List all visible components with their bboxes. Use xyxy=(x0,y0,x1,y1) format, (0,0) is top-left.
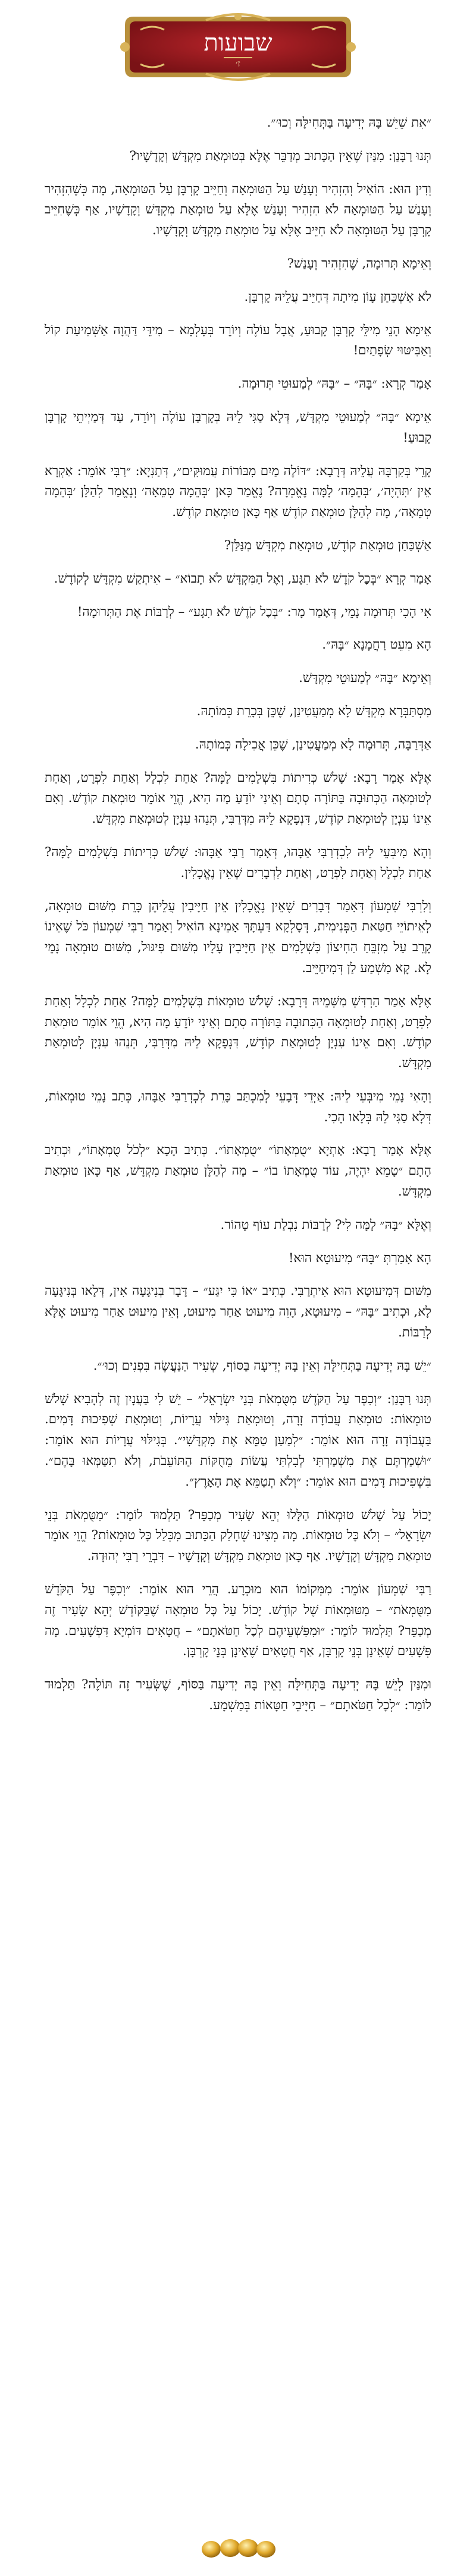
page-subtitle: ז׳ xyxy=(236,58,240,69)
text-paragraph: ״יֵשׁ בָּהּ יְדִיעָה בַּתְּחִילָּה וְאֵין בָּהּ יְדִיעָה בַּסּוֹף, שְׂעִיר הַנַּעֲשֶׂה בִּפְנִים וְכוּ׳״. xyxy=(93,1358,431,1373)
text-paragraph: אַשְׁכַּחַן טוּמְאַת קוֹדֶשׁ, טוּמְאַת מִקְדָּשׁ מִנַּלַּן? xyxy=(224,537,431,553)
text-paragraph: אִי הָכִי תְּרוּמָה נָמֵי, דְּאָמַר מָר: ״בְּכׇל קֹדֶשׁ לֹא תִגָּע״ – לְרַבּוֹת אֶת הַתְּרוּמָה! xyxy=(77,604,431,619)
text-paragraph: אֵימָא הָנֵי מִילֵּי קָרְבָּן קָבוּעַ, אֲבָל עוֹלֶה וְיוֹרֵד בְּעָלְמָא – מִידֵּי דַּהֲוָה אַשְּׁמִיעַת קוֹל וְאַבִּיטּוּי שְׂפָתַיִם! xyxy=(45,322,431,358)
text-paragraph: אָמַר קְרָא: ״בָּהּ״ – ״בָּהּ״ לְמַעוּטֵי תְּרוּמָה. xyxy=(237,376,431,392)
text-paragraph: רַבִּי שִׁמְעוֹן אוֹמֵר: מִמְּקוֹמוֹ הוּא מוּכְרָע. הֲרֵי הוּא אוֹמֵר: ״וְכִפֶּר עַל הַקֹּדֶשׁ מִטֻּמְאֹת״ – מִטּוּמְאוֹת שֶׁל קוֹדֶשׁ. יָכוֹל עַל כׇּל טוּמְאָה שֶׁבַּקּוֹדֶשׁ יְהֵא שָׂעִיר זֶה מְכַפֵּר? תַּלְמוּד לוֹמַר: ״וּמִפִּשְׁעֵיהֶם לְכׇל חַטֹּאתָם״ – חֲטָאִים דּוֹמְיָא דִּפְשָׁעִים. מָה פְּשָׁעִים שֶׁאֵינָן בְּנֵי קָרְבָּן, אַף חֲטָאִים שֶׁאֵינָן בְּנֵי קָרְבָּן. xyxy=(45,1582,431,1659)
text-paragraph: וְהָאִי נָמֵי מִיבְּעֵי לֵיהּ: אַיְּדֵי דְּבָעֵי לְמִכְתַּב כָּרֵת לִכְדְרַבִּי אַבָּהוּ, כְּתַב נָמֵי טוּמְאוֹת, דְּלָא סַגִּי לֵהּ בְּלָאו הָכִי. xyxy=(45,1089,431,1125)
text-paragraph: אַדְּרַבָּה, תְּרוּמָה לָא מְמַעֲטִינַן, שֶׁכֵּן אֲכִילָה כְּמוֹתָהּ. xyxy=(195,737,431,752)
text-paragraph: וְלִרְבִּי שִׁמְעוֹן דְּאָמַר דְּבָרִים שֶׁאֵין נֶאֱכָלִין אֵין חַיָּיבִין עֲלֵיהֶן כָּרֵת מִשּׁוּם טוּמְאָה, לְאֵיתוֹיֵי חַטַּאת הַפְּנִימִית, דְּסָלְקָא דַּעְתָּךְ אָמֵינָא הוֹאִיל וְאָמַר רַבִּי שִׁמְעוֹן כֹּל שֶׁאֵינוֹ קָרֵב עַל מִזְבֵּחַ הַחִיצוֹן כִּשְׁלָמִים אֵין חַיָּיבִין עָלָיו מִשּׁוּם פִּיגּוּל, מִשּׁוּם טוּמְאָה נָמֵי לָא. קָא מַשְׁמַע לַן דְּמִיחַיֵּיב. xyxy=(45,898,431,976)
talmud-text xyxy=(45,113,431,1729)
text-paragraph: מִסְתַּבְּרָא מִקְדָּשׁ לָא מְמַעֲטִינַן, שֶׁכֵּן בְּכָרֵת כְּמוֹתָהּ. xyxy=(196,703,431,719)
text-paragraph: מִשּׁוּם דְּמִיעוּטָא הוּא אִיתְרַבִּי. כְּתִיב ״אוֹ כִּי יִגַּע״ – דָּבָר בְּנִיגָּעָה אִין, דְּלָאו בְּנִיגָּעָה לָא, וּכְתִיב ״בָּהּ״ – מִיעוּטָא, הָוֵה מִיעוּט אַחַר מִיעוּט, וְאֵין מִיעוּט אַחַר מִיעוּט אֶלָּא לְרַבּוֹת. xyxy=(45,1284,431,1341)
text-paragraph: וּמִנַּיִן לְיֵשׁ בָּהּ יְדִיעָה בַּתְּחִילָּה וְאֵין בָּהּ יְדִיעָה בַּסּוֹף, שֶׁשְּׂעִיר זֶה תּוֹלֶה? תַּלְמוּד לוֹמַר: ״לְכׇל חַטֹּאתָם״ – חַיָּיבֵי חַטָּאוֹת בְּמַשְׁמָע. xyxy=(45,1677,432,1713)
text-paragraph: וְדִין הוּא: הוֹאִיל וְהִזְהִיר וְעָנַשׁ עַל הַטּוּמְאָה וְחַיֵּיב קָרְבָּן עַל הַטּוּמְאָה, מָה כְּשֶׁהִזְהִיר וְעָנַשׁ עַל הַטּוּמְאָה לֹא הִזְהִיר וְעָנַשׁ אֶלָּא עַל טוּמְאַת מִקְדָּשׁ וְקָדָשָׁיו, אַף כְּשֶׁחִיֵּיב קָרְבָּן עַל הַטּוּמְאָה לֹא חִיֵּיב אֶלָּא עַל טוּמְאַת מִקְדָּשׁ וְקָדָשָׁיו. xyxy=(45,181,431,238)
text-paragraph: הָא אָמַרְתְּ ״בָּהּ״ מִיעוּטָא הוּא! xyxy=(288,1250,431,1266)
text-paragraph: לֹא אַשְׁכַּחַן עָוֹן מִיתָה דְּחַיֵּיב עֲלֵיהּ קָרְבָּן. xyxy=(244,289,431,304)
text-paragraph: וְהָא מִיבְּעֵי לֵיהּ לִכְדְרַבִּי אַבָּהוּ, דְּאָמַר רַבִּי אַבָּהוּ: שָׁלֹשׁ כְּרִיתוֹת בִּשְׁלָמִים לָמָּה? אַחַת לִכְלָל וְאַחַת לִפְרָט, וְאַחַת לִדְבָרִים שֶׁאֵין נֶאֱכָלִין. xyxy=(45,844,431,880)
text-paragraph: תְּנוּ רַבָּנַן: ״וְכִפֶּר עַל הַקֹּדֶשׁ מִטֻּמְאֹת בְּנֵי יִשְׂרָאֵל״ – יֵשׁ לִי בַּעֲנָיִן זֶה לְהָבִיא שָׁלֹשׁ טוּמְאוֹת: טוּמְאַת עֲבוֹדָה זָרָה, וְטוּמְאַת גִּילּוּי עֲרָיוֹת, וְטוּמְאַת שְׁפִיכוּת דָּמִים. בַּעֲבוֹדָה זָרָה הוּא אוֹמֵר: ״לְמַעַן טַמֵּא אֶת מִקְדָּשִׁי״. בְּגִילּוּי עֲרָיוֹת הוּא אוֹמֵר: ״וּשְׁמַרְתֶּם אֶת מִשְׁמַרְתִּי לְבִלְתִּי עֲשׂוֹת מֵחֻקּוֹת הַתּוֹעֵבֹת, וְלֹא תִטַּמְּאוּ בָּהֶם״. בִּשְׁפִיכוּת דָּמִים הוּא אוֹמֵר: ״וְלֹא תְטַמֵּא אֶת הָאָרֶץ״. xyxy=(45,1391,431,1489)
text-paragraph: קָרֵי בְּקִרְבָּהּ עֲלֵיהּ דְּרָבָא: ״דּוֹלֶה מַיִם מִבּוֹרוֹת עֲמוּקִּים״, דְּתַנְיָא: ״רַבִּי אוֹמֵר: אַקְרָא אֵין ׳תִּהְיֶה׳, ׳בְּהֵמָה׳ לָמָּה נֶאֱמְרָה? נֶאֱמַר כָּאן ׳בְּהֵמָה טְמֵאָה׳ וְנֶאֱמַר לְהַלָּן ׳בְּהֵמָה טְמֵאָה׳, מָה לְהַלָּן טוּמְאַת קוֹדֶשׁ אַף כָּאן טוּמְאַת קוֹדֶשׁ. xyxy=(45,463,431,520)
text-paragraph: וְאֶלָּא ״בָּהּ״ לָמָּה לִי? לְרַבּוֹת נִבְלַת עוֹף טָהוֹר. xyxy=(220,1217,431,1232)
text-paragraph: אֶלָּא אָמַר רָבָא: שָׁלֹשׁ כְּרִיתוֹת בִּשְׁלָמִים לָמָּה? אַחַת לִכְלָל וְאַחַת לִפְרָט, וְאַחַת לְטוּמְאָה הַכְּתוּבָה בַּתּוֹרָה סְתָם וְאֵינִי יוֹדֵעַ מָה הִיא, הֱוֵי אוֹמֵר טוּמְאַת קוֹדֶשׁ. וְאִם אֵינוֹ עִנְיָן לְטוּמְאַת קוֹדֶשׁ, דִּנְפָקָא לֵיהּ מִדְּרַבִּי, תְּנֵהוּ עִנְיָן לְטוּמְאַת מִקְדָּשׁ. xyxy=(45,770,431,827)
text-paragraph: אֶלָּא אָמַר רָבָא: אָתְיָא ״טֻמְאָתוֹ״ ״טֻמְאָתוֹ״. כְּתִיב הָכָא ״לְכֹל טֻמְאָתוֹ״, וּכְתִיב הָתָם ״טָמֵא יִהְיֶה, עוֹד טֻמְאָתוֹ בוֹ״ – מָה לְהַלָּן טוּמְאַת מִקְדָּשׁ, אַף כָּאן טוּמְאַת מִקְדָּשׁ. xyxy=(45,1143,431,1200)
page-title: שבועות xyxy=(203,29,273,56)
text-paragraph: תְּנוּ רַבָּנַן: מִנַּיִן שֶׁאֵין הַכָּתוּב מְדַבֵּר אֶלָּא בְּטוּמְאַת מִקְדָּשׁ וְקָדָשָׁיו? xyxy=(129,148,431,163)
gold-coins-icon xyxy=(193,2534,283,2561)
text-paragraph: וְאֵימָא תְּרוּמָה, שֶׁהִזְהִיר וְעָנַשׁ? xyxy=(287,256,431,271)
text-paragraph: אֶלָּא אָמַר הַרְדִּשְׁ מִשְּׁמֵיהּ דְּרָבָא: שָׁלֹשׁ טוּמְאוֹת בִּשְׁלָמִים לָמָּה? אַחַת לִכְלָל וְאַחַת לִפְרָט, וְאַחַת לְטוּמְאָה הַכְּתוּבָה בַּתּוֹרָה סְתָם וְאֵינִי יוֹדֵעַ מָה הִיא, הֱוֵי אוֹמֵר טוּמְאַת קוֹדֶשׁ. וְאִם אֵינוֹ עִנְיָן לְטוּמְאַת קוֹדֶשׁ, דִּנְפָקָא לֵיהּ מִדְּרַבִּי, תְּנֵהוּ עִנְיָן לְטוּמְאַת מִקְדָּשׁ. xyxy=(45,993,431,1071)
text-paragraph: הָא מִעֵט רַחֲמָנָא ״בָּהּ״. xyxy=(322,637,431,653)
text-paragraph: אֵימָא ״בָּהּ״ לְמַעוּטֵי מִקְדָּשׁ, דְּלָא סַגִּי לֵיהּ בְּקָרְבַּן עוֹלֶה וְיוֹרֵד, עַד דְּמַיְיתֵי קָרְבָּן קָבוּעַ! xyxy=(45,409,431,445)
text-paragraph: אָמַר קְרָא ״בְּכׇל קֹדֶשׁ לֹא תִגָּע, וְאֶל הַמִּקְדָּשׁ לֹא תָבוֹא״ – אִיתְקַשׁ מִקְדָּשׁ לְקוֹדֶשׁ. xyxy=(54,571,431,586)
mishnah-heading: ״אִת שֵׁיֵשׁ בָּהּ יְדִיעָה בַּתְּחִילָּה וְכוּ׳״. xyxy=(267,115,431,130)
text-paragraph: וְאֵימָא ״בָּהּ״ לְמַעוּטֵי מִקְדָּשׁ. xyxy=(299,671,431,686)
title-banner xyxy=(117,12,359,82)
text-paragraph: יָכוֹל עַל שָׁלֹשׁ טוּמְאוֹת הַלָּלוּ יְהֵא שָׂעִיר מְכַפֵּר? תַּלְמוּד לוֹמַר: ״מִטֻּמְאֹת בְּנֵי יִשְׂרָאֵל״ – וְלֹא כׇּל טוּמְאוֹת. מָה מְצִינוּ שֶׁחָלַק הַכָּתוּב מִכְּלַל כׇּל טוּמְאוֹת? הֱוֵי אוֹמֵר טוּמְאַת מִקְדָּשׁ וְקָדָשָׁיו. אַף כָּאן טוּמְאַת מִקְדָּשׁ וְקָדָשָׁיו – דִּבְרֵי רַבִּי יְהוּדָה. xyxy=(45,1507,431,1564)
